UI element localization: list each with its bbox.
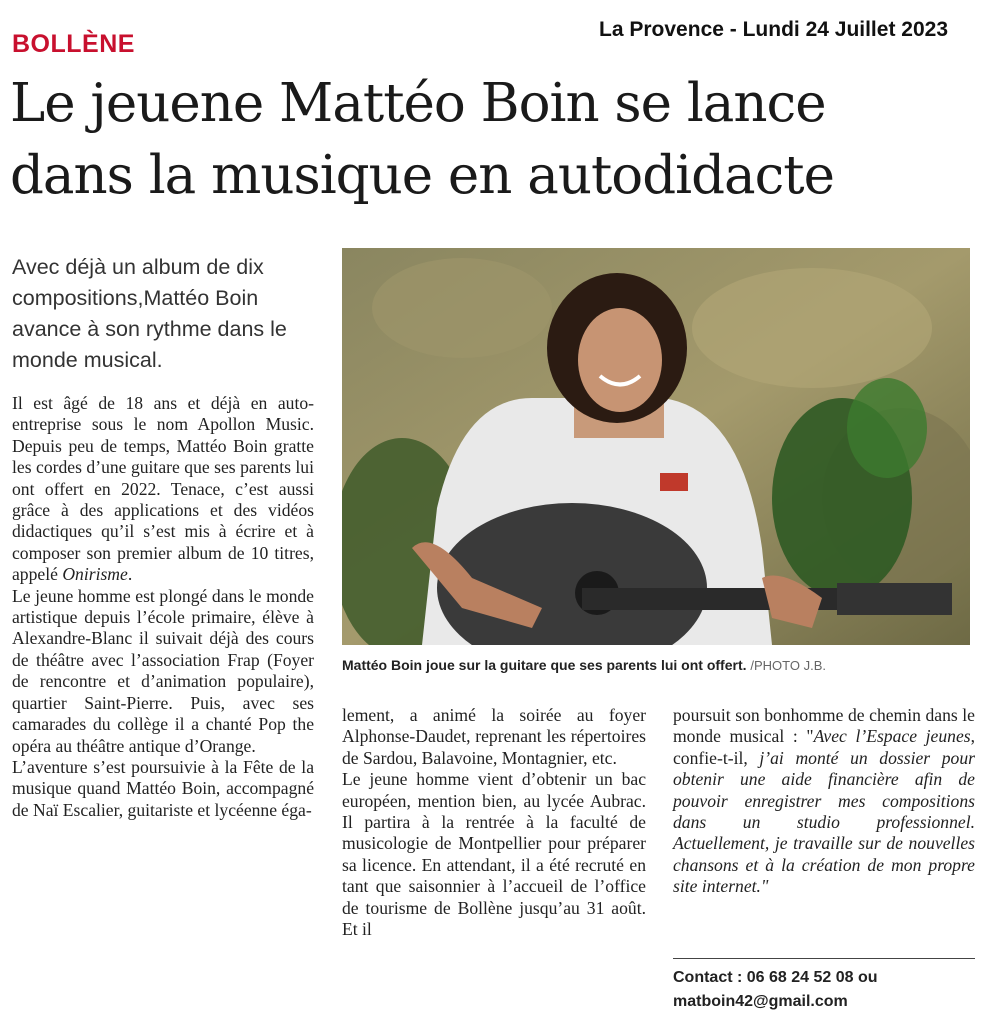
paragraph: Le jeune homme est plongé dans le monde artistique depuis l’école primaire, élève à Alexandre-Blanc il suivait déjà des cours de théâtre avec l’association Frap (Foyer de rencontre et d’animation populaire), quartier Saint-Pierre. Puis, avec ses camarades du collège il a chanté Pop the opéra au théâtre antique d’Orange. <box>12 585 314 756</box>
headline-line-2: dans la musique en autodidacte <box>10 145 834 206</box>
paragraph-text: Il est âgé de 18 ans et déjà en auto-entreprise sous le nom Apollon Music. Depuis peu de temps, Mattéo Boin gratte les cordes d’une guitare que ses parents lui ont offert en 2022. Tenace, c’est aussi grâce à des applications et des vidéos didactiques qu’il s’est mis à écrire et à composer son premier album de 10 titres, appelé <box>12 393 314 585</box>
lede-line: compositions,Mattéo Boin <box>12 286 259 310</box>
paragraph-end: . <box>127 564 133 585</box>
contact-phone: Contact : 06 68 24 52 08 ou <box>673 969 878 986</box>
contact-email[interactable]: matboin42@gmail.com <box>673 993 848 1010</box>
contact-box <box>673 966 975 1014</box>
contact-divider <box>673 958 975 959</box>
section-rubric: BOLLÈNE <box>12 30 135 58</box>
paragraph: Le jeune homme vient d’obtenir un bac européen, mention bien, au lycée Aubrac. Il partira à la rentrée à la faculté de musicologie de Montpellier pour préparer sa licence. En attendant, il a été recruté en tant que saisonnier à l’accueil de l’office de tourisme de Bollène jusqu’au 31 août. Et il <box>342 769 646 940</box>
lede-line: avance à son rythme dans le <box>12 317 287 341</box>
photo-credit: /PHOTO J.B. <box>750 658 826 673</box>
photo-caption <box>342 657 970 673</box>
paragraph-text: , confie-t-il, <box>673 726 976 768</box>
lede-line: monde musical. <box>12 348 163 372</box>
article-photo <box>342 248 970 645</box>
album-title: Onirisme <box>62 564 128 585</box>
article-column-3 <box>673 705 975 898</box>
paragraph: L’aventure s’est poursuivie à la Fête de la musique quand Mattéo Boin, accompagné de Naï Escalier, guitariste et lycéenne éga- <box>12 756 314 820</box>
paragraph <box>12 393 314 586</box>
quote-text: j’ai monté un dossier pour obtenir une aide financière afin de pouvoir enregistrer mes compositions dans un studio professionnel. Actuellement, je travaille sur de nouvelles chansons et à la création de mon propre site internet." <box>673 747 975 897</box>
headline-line-1: Le jeuene Mattéo Boin se lance <box>10 73 826 134</box>
dateline: La Provence - Lundi 24 Juillet 2023 <box>599 18 948 41</box>
article-column-2 <box>342 705 646 940</box>
paragraph: lement, a animé la soirée au foyer Alphonse-Daudet, reprenant les répertoires de Sardou, Balavoine, Montagnier, etc. <box>342 705 646 768</box>
caption-text: Mattéo Boin joue sur la guitare que ses parents lui ont offert. <box>342 657 747 673</box>
headline <box>10 68 985 212</box>
lede-line: Avec déjà un album de dix <box>12 255 264 279</box>
lede <box>12 252 330 376</box>
article-column-1 <box>12 393 314 821</box>
paragraph-text: poursuit son bonhomme de chemin dans le monde musical : " <box>673 705 975 747</box>
quote-text: Avec l’Espace jeunes <box>813 726 971 747</box>
paragraph <box>673 705 975 898</box>
